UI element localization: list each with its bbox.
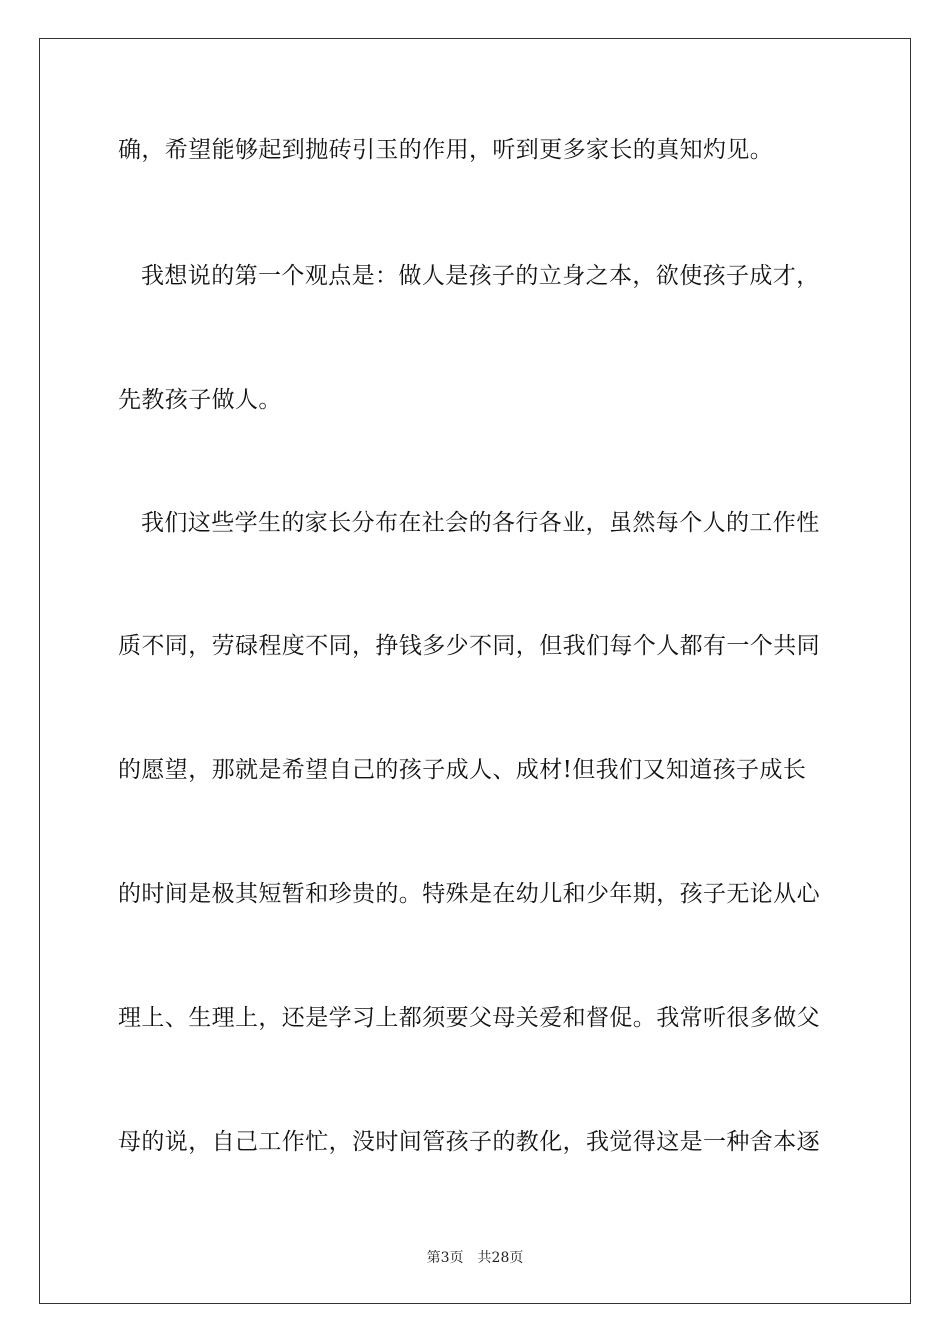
body-text-line: 质不同，劳碌程度不同，挣钱多少不同，但我们每个人都有一个共同 xyxy=(118,633,820,659)
body-text-line: 确，希望能够起到抛砖引玉的作用，听到更多家长的真知灼见。 xyxy=(118,137,774,163)
body-text-line: 我想说的第一个观点是：做人是孩子的立身之本，欲使孩子成才， xyxy=(141,263,820,289)
body-text-line: 理上、生理上，还是学习上都须要父母关爱和督促。我常听很多做父 xyxy=(118,1005,820,1031)
body-text-line: 的愿望，那就是希望自己的孩子成人、成材!但我们又知道孩子成长 xyxy=(118,757,807,783)
current-page-number: 第3页 xyxy=(426,1250,464,1266)
page-border xyxy=(39,38,911,1304)
body-text-line: 的时间是极其短暂和珍贵的。特殊是在幼儿和少年期，孩子无论从心 xyxy=(118,881,820,907)
total-page-count: 共28页 xyxy=(477,1250,524,1266)
body-text-line: 我们这些学生的家长分布在社会的各行各业，虽然每个人的工作性 xyxy=(141,510,820,536)
body-text-line: 母的说，自己工作忙，没时间管孩子的教化，我觉得这是一种舍本逐 xyxy=(118,1129,820,1155)
body-text-line: 先教孩子做人。 xyxy=(118,387,282,413)
page-footer xyxy=(0,1247,950,1267)
